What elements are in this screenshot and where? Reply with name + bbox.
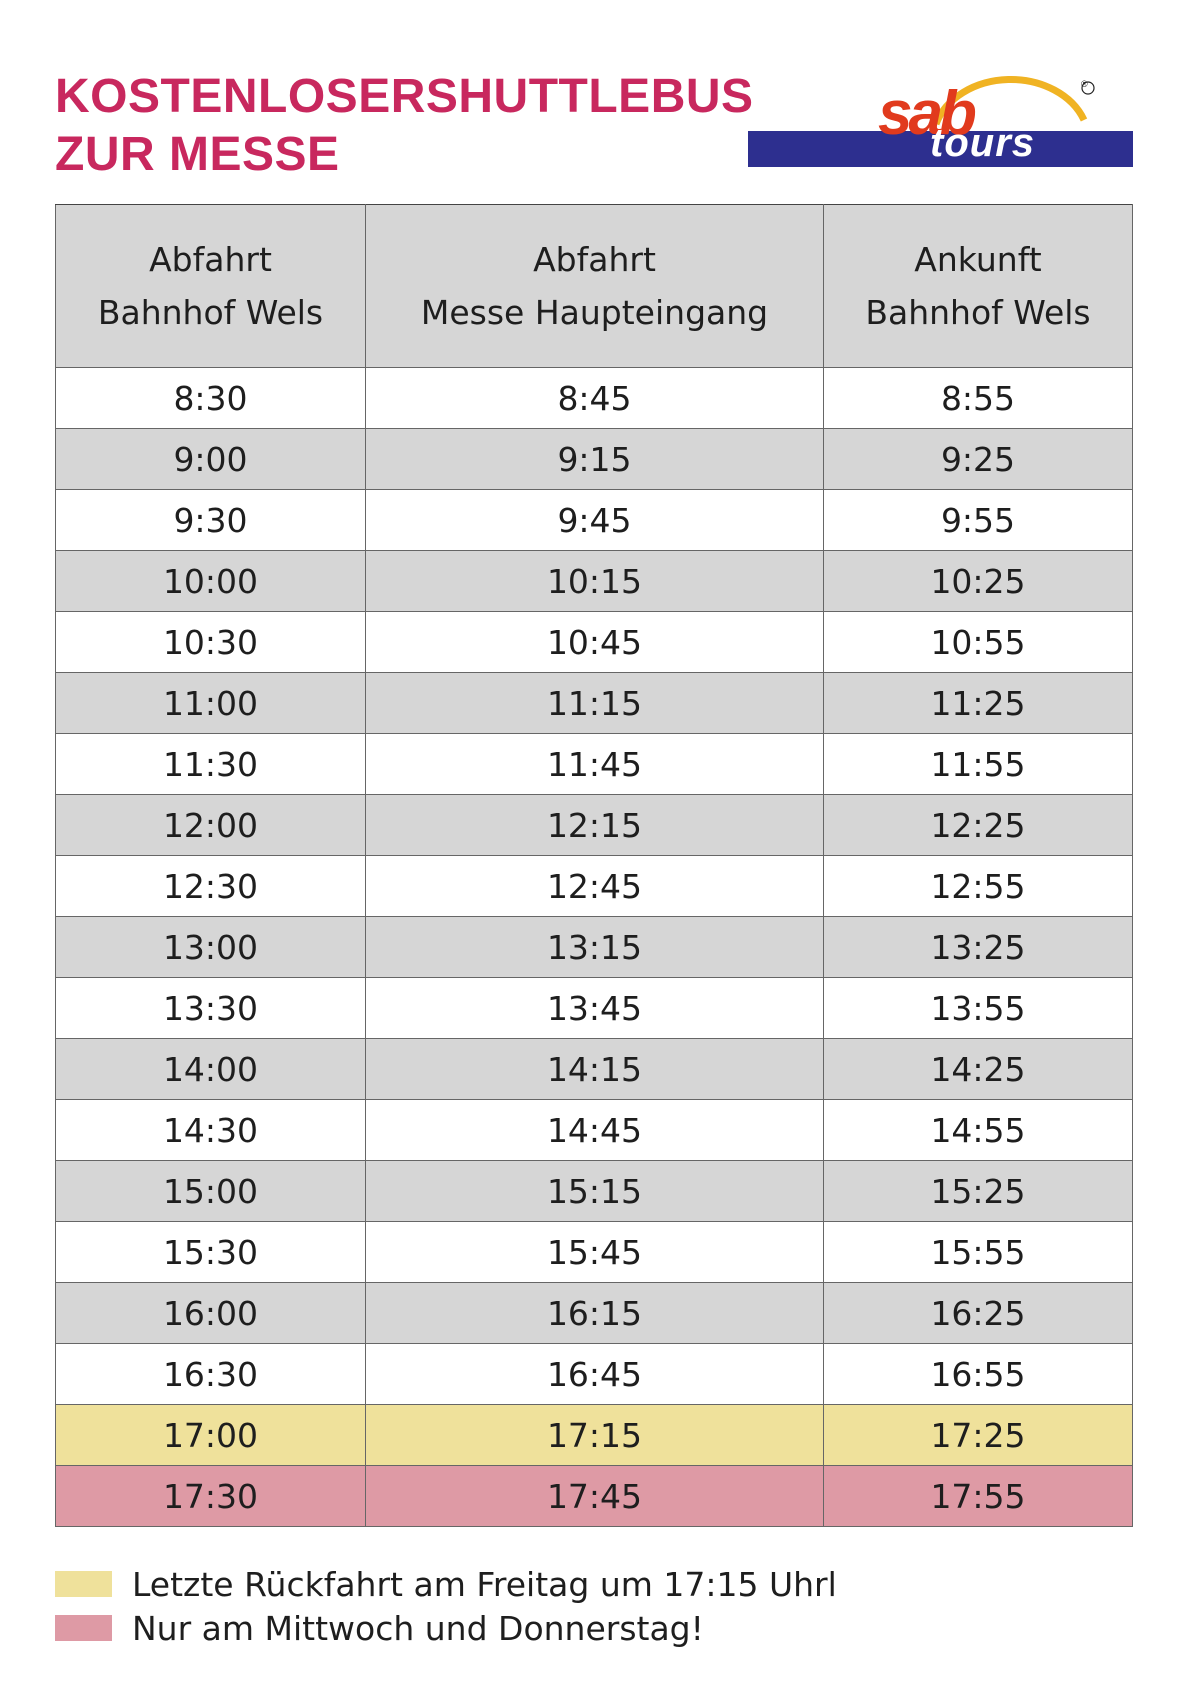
- departure-fair-cell: 12:15: [366, 795, 824, 856]
- arrival-station-cell: 12:55: [824, 856, 1133, 917]
- departure-fair-cell: 17:45: [366, 1466, 824, 1527]
- legend-swatch-pink: [55, 1615, 112, 1641]
- departure-fair-cell: 11:15: [366, 673, 824, 734]
- departure-station-cell: 13:00: [56, 917, 366, 978]
- departure-station-cell: 12:00: [56, 795, 366, 856]
- arrival-station-cell: 10:55: [824, 612, 1133, 673]
- departure-station-cell: 17:30: [56, 1466, 366, 1527]
- arrival-station-cell: 9:55: [824, 490, 1133, 551]
- departure-fair-cell: 16:15: [366, 1283, 824, 1344]
- arrival-station-cell: 13:25: [824, 917, 1133, 978]
- header-label: Abfahrt: [149, 240, 272, 279]
- departure-station-cell: 10:30: [56, 612, 366, 673]
- arrival-station-cell: 11:25: [824, 673, 1133, 734]
- departure-fair-cell: 12:45: [366, 856, 824, 917]
- table-row: [56, 1222, 1133, 1283]
- table-row: [56, 856, 1133, 917]
- table-row: [56, 1100, 1133, 1161]
- legend-item-midweek: [55, 1606, 837, 1650]
- schedule-table: [55, 204, 1133, 1527]
- departure-station-cell: 14:30: [56, 1100, 366, 1161]
- table-row: [56, 1039, 1133, 1100]
- departure-fair-cell: 10:45: [366, 612, 824, 673]
- header-sublabel: Bahnhof Wels: [97, 293, 324, 332]
- departure-station-cell: 17:00: [56, 1405, 366, 1466]
- departure-fair-cell: 14:15: [366, 1039, 824, 1100]
- departure-fair-cell: 9:45: [366, 490, 824, 551]
- arrival-station-cell: 16:25: [824, 1283, 1133, 1344]
- departure-station-cell: 11:30: [56, 734, 366, 795]
- arrival-station-cell: 17:25: [824, 1405, 1133, 1466]
- table-row: [56, 978, 1133, 1039]
- departure-fair-cell: 14:45: [366, 1100, 824, 1161]
- table-row: [56, 1283, 1133, 1344]
- table-row: [56, 1344, 1133, 1405]
- table-row: [56, 612, 1133, 673]
- legend-swatch-yellow: [55, 1571, 112, 1597]
- departure-fair-cell: 8:45: [366, 368, 824, 429]
- arrival-station-cell: 15:25: [824, 1161, 1133, 1222]
- departure-station-cell: 14:00: [56, 1039, 366, 1100]
- arrival-station-cell: 13:55: [824, 978, 1133, 1039]
- table-row: [56, 1161, 1133, 1222]
- arrival-station-cell: 17:55: [824, 1466, 1133, 1527]
- legend: [55, 1562, 837, 1650]
- header-departure-fair: [366, 205, 824, 368]
- legend-text-friday: Letzte Rückfahrt am Freitag um 17:15 Uhrl: [132, 1564, 837, 1604]
- departure-fair-cell: 16:45: [366, 1344, 824, 1405]
- departure-station-cell: 9:00: [56, 429, 366, 490]
- departure-fair-cell: 11:45: [366, 734, 824, 795]
- logo-brand-text: sab: [878, 79, 973, 148]
- arrival-station-cell: 15:55: [824, 1222, 1133, 1283]
- departure-station-cell: 9:30: [56, 490, 366, 551]
- header-arrival-station: [824, 205, 1133, 368]
- arrival-station-cell: 11:55: [824, 734, 1133, 795]
- table-row: [56, 1405, 1133, 1466]
- header-row: [56, 205, 1133, 368]
- arrival-station-cell: 10:25: [824, 551, 1133, 612]
- table-row: [56, 734, 1133, 795]
- departure-station-cell: 16:00: [56, 1283, 366, 1344]
- departure-station-cell: 10:00: [56, 551, 366, 612]
- table-row: [56, 917, 1133, 978]
- departure-fair-cell: 15:45: [366, 1222, 824, 1283]
- title-line-1: KOSTENLOSERSHUTTLEBUS: [55, 70, 754, 123]
- table-row: [56, 551, 1133, 612]
- header-departure-station: [56, 205, 366, 368]
- table-row: [56, 795, 1133, 856]
- arrival-station-cell: 14:25: [824, 1039, 1133, 1100]
- table-row: [56, 673, 1133, 734]
- departure-fair-cell: 9:15: [366, 429, 824, 490]
- arrival-station-cell: 14:55: [824, 1100, 1133, 1161]
- arrival-station-cell: 8:55: [824, 368, 1133, 429]
- departure-station-cell: 15:00: [56, 1161, 366, 1222]
- header-sublabel: Messe Haupteingang: [420, 293, 769, 332]
- page-title: [55, 68, 754, 184]
- departure-station-cell: 8:30: [56, 368, 366, 429]
- departure-fair-cell: 15:15: [366, 1161, 824, 1222]
- table-row: [56, 490, 1133, 551]
- table-row: [56, 1466, 1133, 1527]
- legend-text-midweek: Nur am Mittwoch und Donnerstag!: [132, 1608, 704, 1648]
- header-label: Ankunft: [914, 240, 1042, 279]
- header-label: Abfahrt: [533, 240, 656, 279]
- departure-station-cell: 12:30: [56, 856, 366, 917]
- registered-mark: ®: [1081, 79, 1088, 89]
- departure-fair-cell: 13:45: [366, 978, 824, 1039]
- departure-station-cell: 16:30: [56, 1344, 366, 1405]
- header-sublabel: Bahnhof Wels: [865, 293, 1091, 332]
- table-row: [56, 429, 1133, 490]
- departure-fair-cell: 10:15: [366, 551, 824, 612]
- departure-fair-cell: 17:15: [366, 1405, 824, 1466]
- arrival-station-cell: 9:25: [824, 429, 1133, 490]
- arrival-station-cell: 16:55: [824, 1344, 1133, 1405]
- departure-fair-cell: 13:15: [366, 917, 824, 978]
- legend-item-friday: [55, 1562, 837, 1606]
- title-line-2: ZUR MESSE: [55, 128, 340, 181]
- departure-station-cell: 15:30: [56, 1222, 366, 1283]
- departure-station-cell: 11:00: [56, 673, 366, 734]
- table-row: [56, 368, 1133, 429]
- arrival-station-cell: 12:25: [824, 795, 1133, 856]
- schedule-body: [56, 368, 1133, 1527]
- departure-station-cell: 13:30: [56, 978, 366, 1039]
- logo-tours-text: tours: [930, 121, 1035, 165]
